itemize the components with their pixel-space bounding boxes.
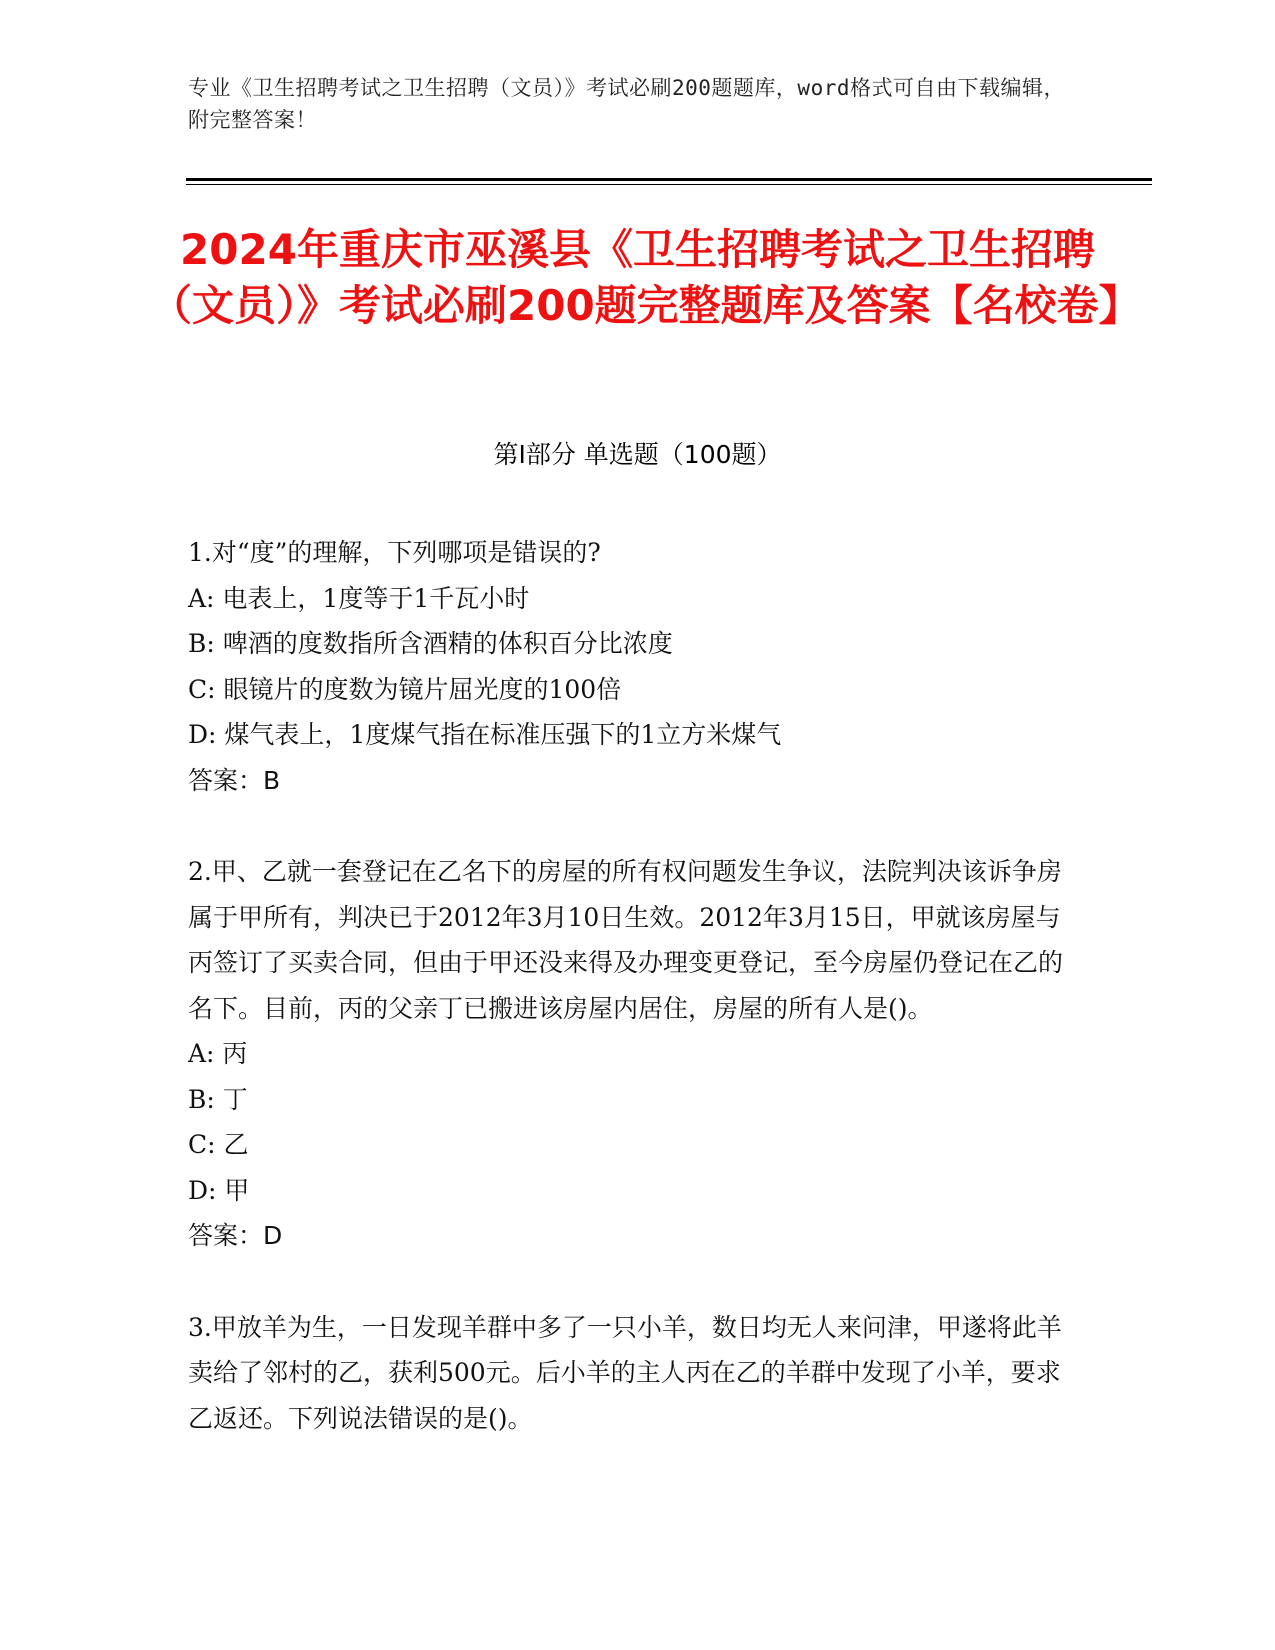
option-a: A: 丙 — [188, 1039, 248, 1068]
document-title: 2024年重庆市巫溪县《卫生招聘考试之卫生招聘（文员）》考试必刷200题完整题库及答案【名校卷】 — [150, 225, 1141, 330]
option-c: C: 眼镜片的度数为镜片屈光度的100倍 — [188, 674, 622, 704]
question-stem: 1.对“度”的理解，下列哪项是错误的? — [188, 538, 601, 567]
header-divider-thick — [186, 178, 1152, 181]
option-c: C: 乙 — [188, 1130, 249, 1159]
question-2 — [188, 849, 1068, 1259]
question-stem: 2.甲、乙就一套登记在乙名下的房屋的所有权问题发生争议，法院判决该诉争房属于甲所有，判决已于2012年3月10日生效。2012年3月15日，甲就该房屋与丙签订了买卖合同，但由于甲还没来得及办理变更登记，至今房屋仍登记在乙的名下。目前，丙的父亲丁已搬进该房屋内居住，房屋的所有人是()。 — [188, 857, 1064, 1023]
question-1 — [188, 530, 1068, 803]
answer-label: 答案：B — [188, 765, 281, 795]
option-b: B: 啤酒的度数指所含酒精的体积百分比浓度 — [188, 629, 673, 658]
question-3 — [188, 1305, 1068, 1442]
header-note: 专业《卫生招聘考试之卫生招聘（文员）》考试必刷200题题库，word格式可自由下载编辑，附完整答案！ — [188, 76, 1065, 132]
option-d: D: 煤气表上，1度煤气指在标准压强下的1立方米煤气 — [188, 720, 782, 749]
question-list — [188, 530, 1068, 1487]
option-a: A: 电表上，1度等于1千瓦小时 — [188, 583, 530, 613]
option-b: B: 丁 — [188, 1084, 248, 1114]
section-heading: 第Ⅰ部分 单选题（100题） — [493, 440, 782, 469]
option-d: D: 甲 — [188, 1175, 250, 1205]
question-stem: 3.甲放羊为生，一日发现羊群中多了一只小羊，数日均无人来问津，甲遂将此羊卖给了邻村的乙，获利500元。后小羊的主人丙在乙的羊群中发现了小羊，要求乙返还。下列说法错误的是()。 — [188, 1312, 1062, 1433]
header-divider-thin — [186, 184, 1152, 185]
answer-label: 答案：D — [188, 1221, 283, 1250]
